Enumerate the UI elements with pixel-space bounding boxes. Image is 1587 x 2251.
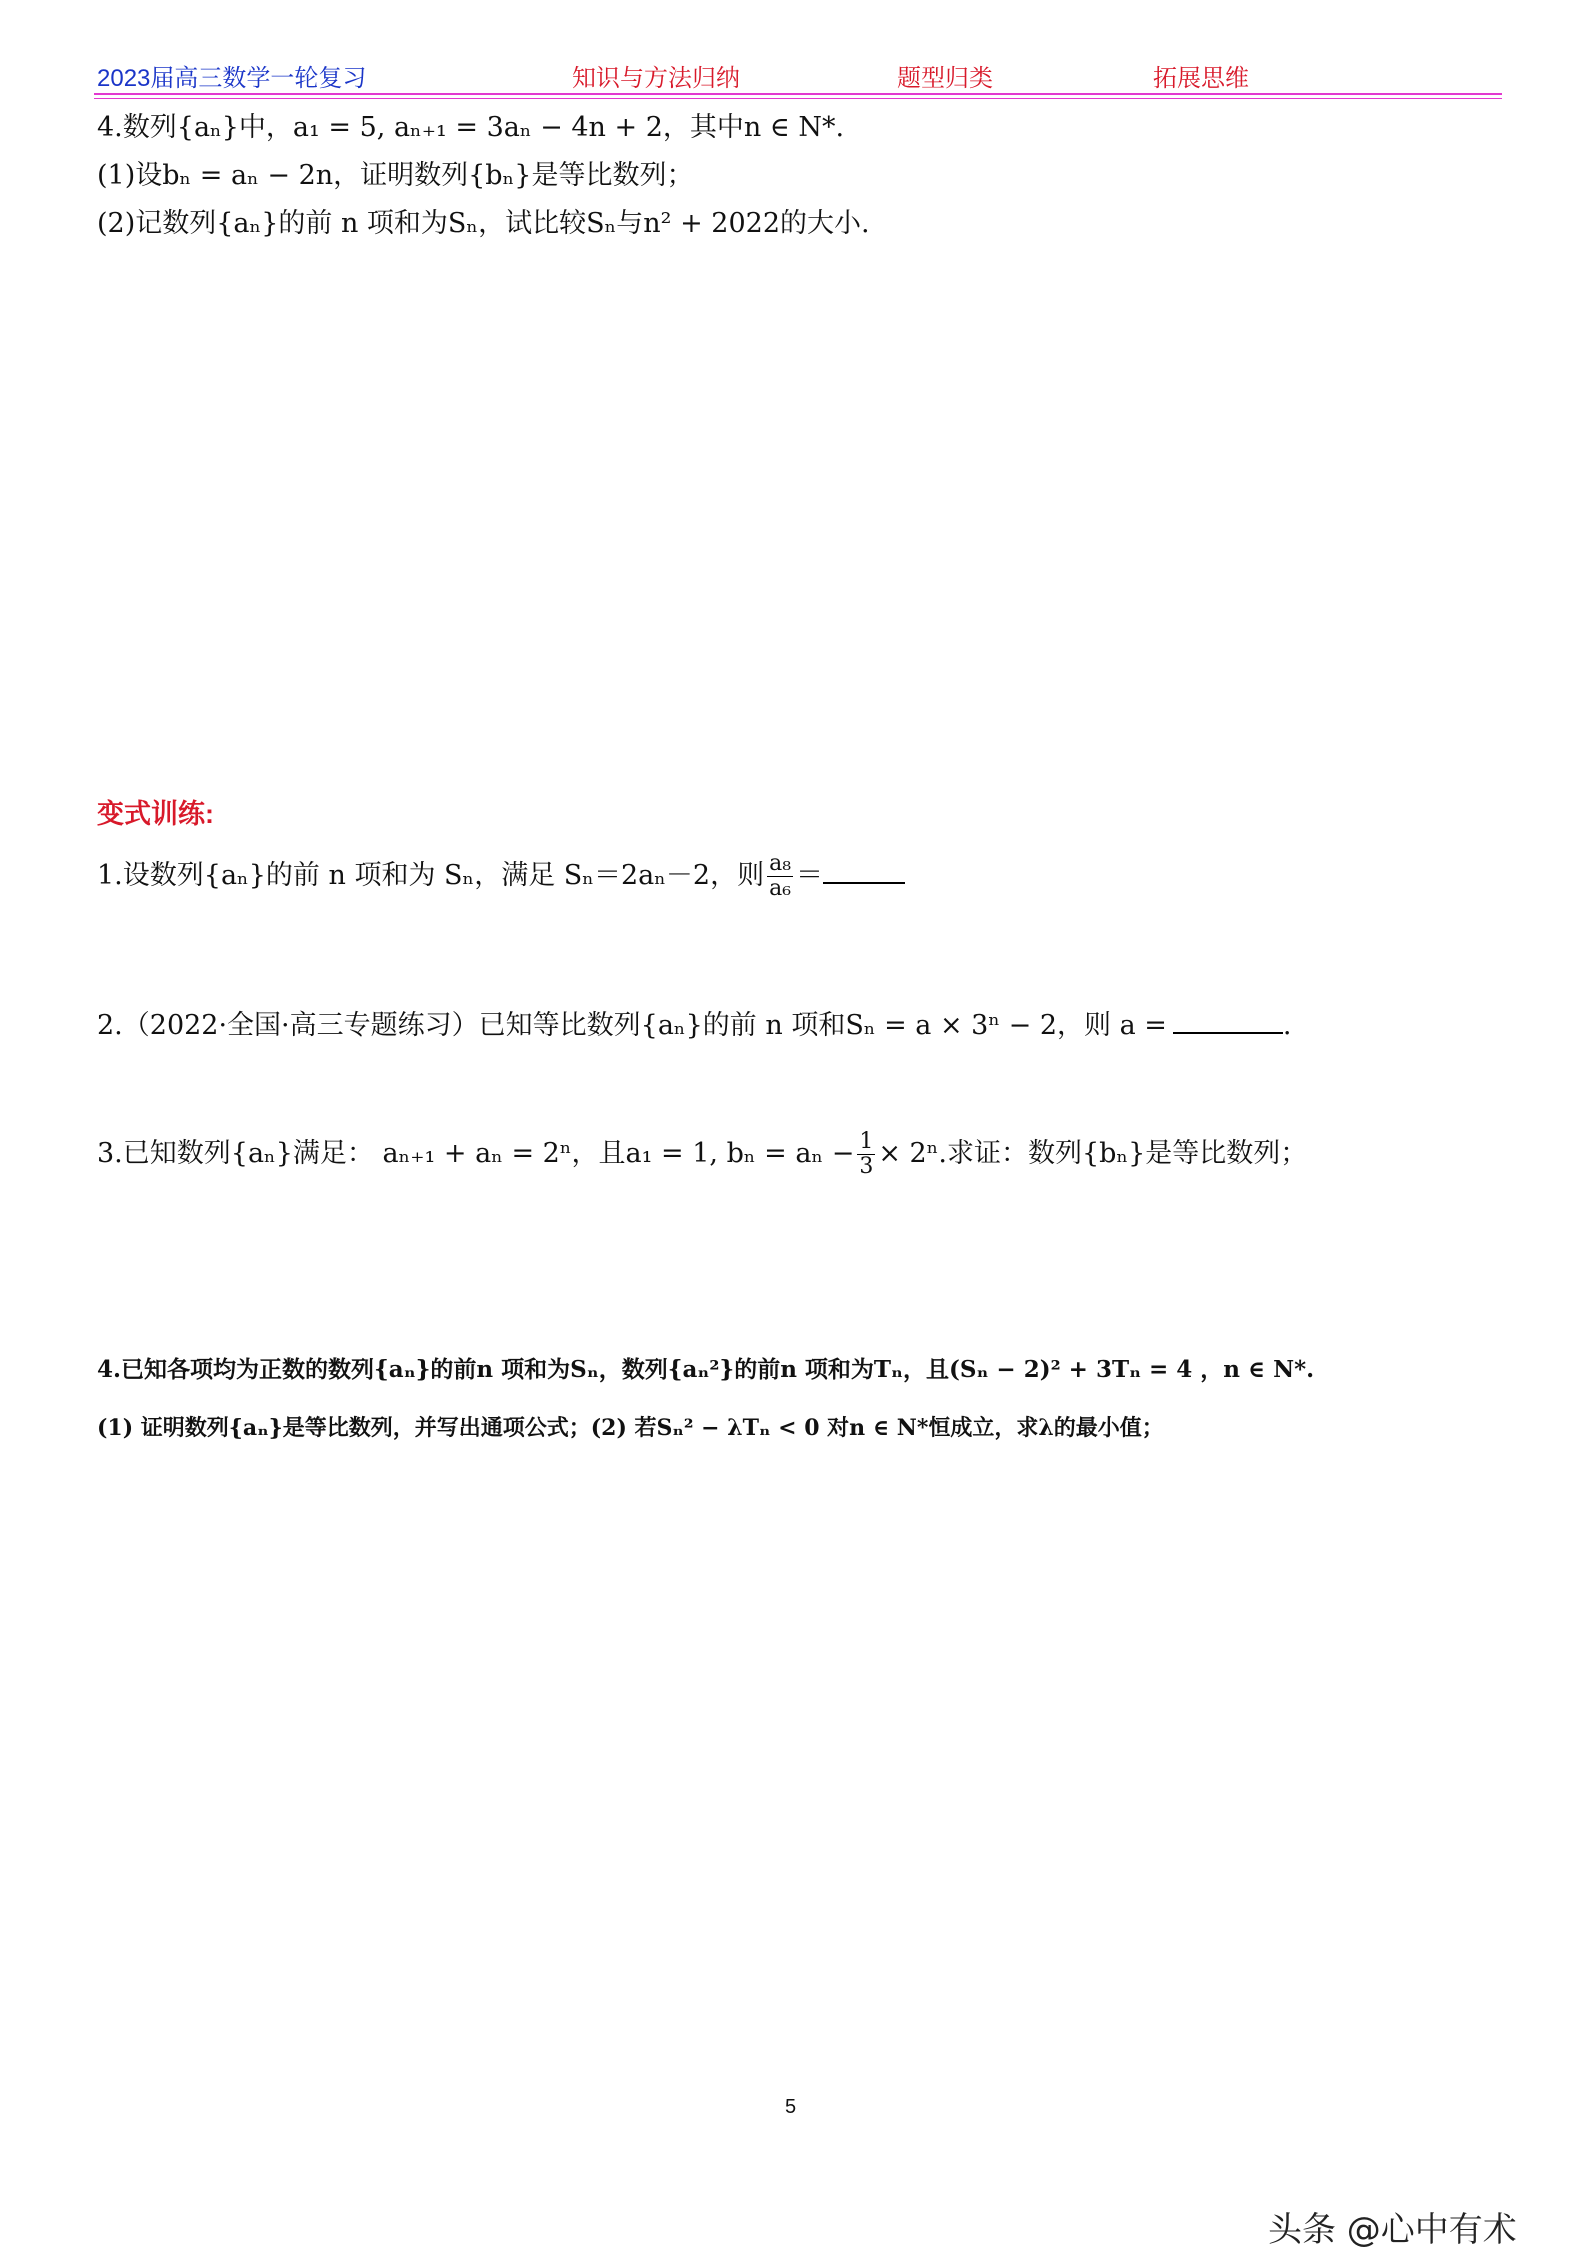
variant-2 [97, 1008, 1291, 1044]
variant-3-text-end: × 2ⁿ.求证：数列{bₙ}是等比数列； [878, 1138, 1308, 1169]
variant-2-text: 2.（2022·全国·高三专题练习）已知等比数列{aₙ}的前 n 项和Sₙ = a × 3ⁿ − 2，则 a = [97, 1010, 1167, 1041]
header-rule-top [94, 93, 1502, 95]
variant-2-period: . [1282, 1010, 1292, 1041]
variant-3-text: 3.已知数列{aₙ}满足： aₙ₊₁ + aₙ = 2ⁿ，且a₁ = 1, bₙ = aₙ − [97, 1138, 855, 1169]
header-tab-knowledge[interactable]: 知识与方法归纳 [572, 65, 740, 92]
variant-training-title: 变式训练: [97, 799, 214, 829]
variant-4-parts: (1) 证明数列{aₙ}是等比数列，并写出通项公式；(2) 若Sₙ² − λTₙ < 0 对n ∈ N*恒成立，求λ的最小值； [97, 1415, 1164, 1441]
q4-part2: (2)记数列{aₙ}的前 n 项和为Sₙ，试比较Sₙ与n² + 2022的大小. [97, 208, 870, 239]
answer-blank-2[interactable] [1173, 1032, 1283, 1034]
header-title: 2023届高三数学一轮复习 [97, 65, 367, 92]
q4-stem: 4.数列{aₙ}中，a₁ = 5, aₙ₊₁ = 3aₙ − 4n + 2，其中n ∈ N*. [97, 112, 845, 143]
variant-1-text: 1.设数列{aₙ}的前 n 项和为 Sₙ，满足 Sₙ＝2aₙ－2，则 [97, 860, 765, 891]
variant-1-fraction [767, 852, 793, 901]
fraction-denominator: a₆ [769, 876, 792, 901]
variant-4-stem: 4.已知各项均为正数的数列{aₙ}的前n 项和为Sₙ，数列{aₙ²}的前n 项和为Tₙ，且(Sₙ − 2)² + 3Tₙ = 4 ，n ∈ N*. [97, 1356, 1315, 1383]
answer-blank-1[interactable] [823, 882, 905, 884]
fraction-denominator: 3 [859, 1154, 874, 1179]
page-number: 5 [785, 2096, 797, 2118]
q4-part1: (1)设bₙ = aₙ − 2n，证明数列{bₙ}是等比数列； [97, 160, 694, 191]
header-tab-question-types[interactable]: 题型归类 [897, 65, 993, 92]
header-rule-bottom [94, 98, 1502, 99]
variant-3-fraction [857, 1130, 875, 1179]
variant-1-equals: ＝ [796, 860, 824, 891]
header-tab-extension[interactable]: 拓展思维 [1153, 65, 1249, 92]
fraction-numerator: a₈ [769, 851, 792, 876]
watermark: 头条 @心中有术 [1268, 2210, 1517, 2250]
fraction-numerator: 1 [859, 1129, 874, 1154]
variant-3 [97, 1130, 1307, 1179]
variant-1 [97, 852, 905, 901]
